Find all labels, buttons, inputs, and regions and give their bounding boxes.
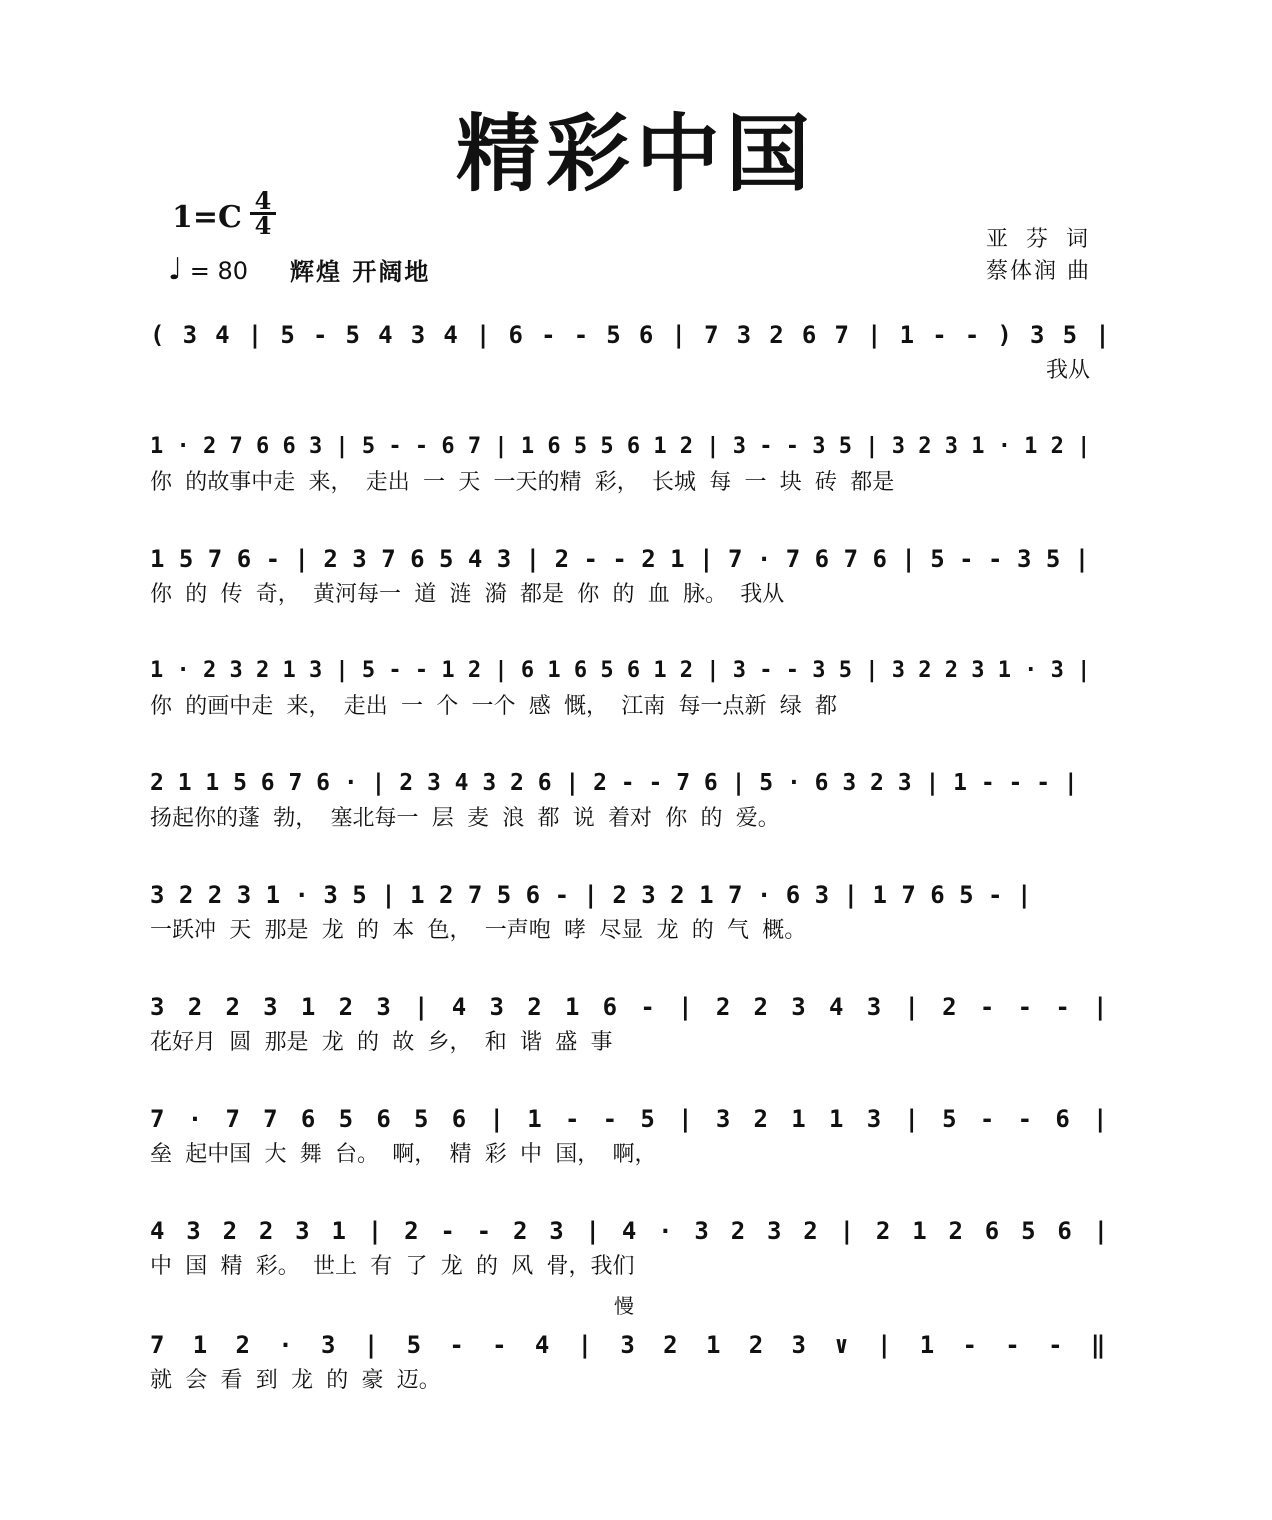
system-9 <box>150 1208 1112 1298</box>
tempo-value: = 80 <box>189 257 249 285</box>
notation-line: 7 1 2 · 3 | 5 - - 4 | 3 2 1 2 3 ∨ | 1 - - - ‖ <box>150 1331 1113 1359</box>
time-numerator: 4 <box>254 186 272 215</box>
lyrics-line: 垒 起中国 大 舞 台。 啊， 精 彩 中 国， 啊， <box>150 1142 657 1167</box>
lyrics-line: 中 国 精 彩。 世上 有 了 龙 的 风 骨，我们 <box>150 1254 635 1279</box>
system-5 <box>150 760 1112 850</box>
notation-line: 1 · 2 3 2 1 3 | 5 - - 1 2 | 6 1 6 5 6 1 2 | 3 - - 3 5 | 3 2 2 3 1 · 3 | <box>150 658 1091 683</box>
style-marking: 辉煌 开阔地 <box>290 258 431 286</box>
notation-line: 3 2 2 3 1 · 3 5 | 1 2 7 5 6 - | 2 3 2 1 7 · 6 3 | 1 7 6 5 - | <box>150 881 1032 909</box>
key-signature: 1=C <box>172 200 242 235</box>
lyrics-line: 你 的故事中走 来， 走出 一 天 一天的精 彩， 长城 每 一 块 砖 都是 <box>150 470 895 495</box>
notation-line: 7 · 7 7 6 5 6 5 6 | 1 - - 5 | 3 2 1 1 3 | 5 - - 6 | <box>150 1105 1112 1133</box>
song-title: 精彩中国 <box>455 105 816 203</box>
notation-line: 3 2 2 3 1 2 3 | 4 3 2 1 6 - | 2 2 3 4 3 | 2 - - - | <box>150 993 1112 1021</box>
time-signature <box>248 186 278 240</box>
system-10 <box>150 1322 1112 1412</box>
system-7 <box>150 984 1112 1074</box>
notation-line: 1 5 7 6 - | 2 3 7 6 5 4 3 | 2 - - 2 1 | 7 · 7 6 7 6 | 5 - - 3 5 | <box>150 545 1090 573</box>
lyricist-credit: 亚芬词 <box>986 227 1107 252</box>
composer-credit: 蔡体润 曲 <box>986 259 1091 284</box>
time-denominator: 4 <box>254 211 272 240</box>
notation-line: 1 · 2 7 6 6 3 | 5 - - 6 7 | 1 6 5 5 6 1 2 | 3 - - 3 5 | 3 2 3 1 · 1 2 | <box>150 434 1091 459</box>
system-3 <box>150 536 1112 626</box>
lyrics-line: 我从 <box>1046 358 1091 383</box>
slow-marking: 慢 <box>614 1294 634 1318</box>
lyrics-line: 就 会 看 到 龙 的 豪 迈。 <box>150 1368 441 1393</box>
system-8 <box>150 1096 1112 1186</box>
system-2 <box>150 424 1112 514</box>
tempo-marking <box>168 252 248 287</box>
lyrics-line: 你 的画中走 来， 走出 一 个 一个 感 慨， 江南 每一点新 绿 都 <box>150 694 837 719</box>
lyrics-line: 花好月 圆 那是 龙 的 故 乡， 和 谐 盛 事 <box>150 1030 613 1055</box>
quarter-note-icon: ♩ <box>168 252 183 287</box>
lyrics-line: 你 的 传 奇， 黄河每一 道 涟 漪 都是 你 的 血 脉。 我从 <box>150 582 785 607</box>
lyrics-line: 扬起你的蓬 勃， 塞北每一 层 麦 浪 都 说 着对 你 的 爱。 <box>150 806 780 831</box>
notation-line: 2 1 1 5 6 7 6 · | 2 3 4 3 2 6 | 2 - - 7 6 | 5 · 6 3 2 3 | 1 - - - | <box>150 770 1078 796</box>
lyrics-line: 一跃冲 天 那是 龙 的 本 色， 一声咆 哮 尽显 龙 的 气 概。 <box>150 918 807 943</box>
notation-line: ( 3 4 | 5 - 5 4 3 4 | 6 - - 5 6 | 7 3 2 6 7 | 1 - - ) 3 5 | <box>150 321 1112 349</box>
system-1 <box>150 312 1112 402</box>
system-6 <box>150 872 1112 962</box>
system-4 <box>150 648 1112 738</box>
notation-line: 4 3 2 2 3 1 | 2 - - 2 3 | 4 · 3 2 3 2 | 2 1 2 6 5 6 | <box>150 1217 1112 1245</box>
